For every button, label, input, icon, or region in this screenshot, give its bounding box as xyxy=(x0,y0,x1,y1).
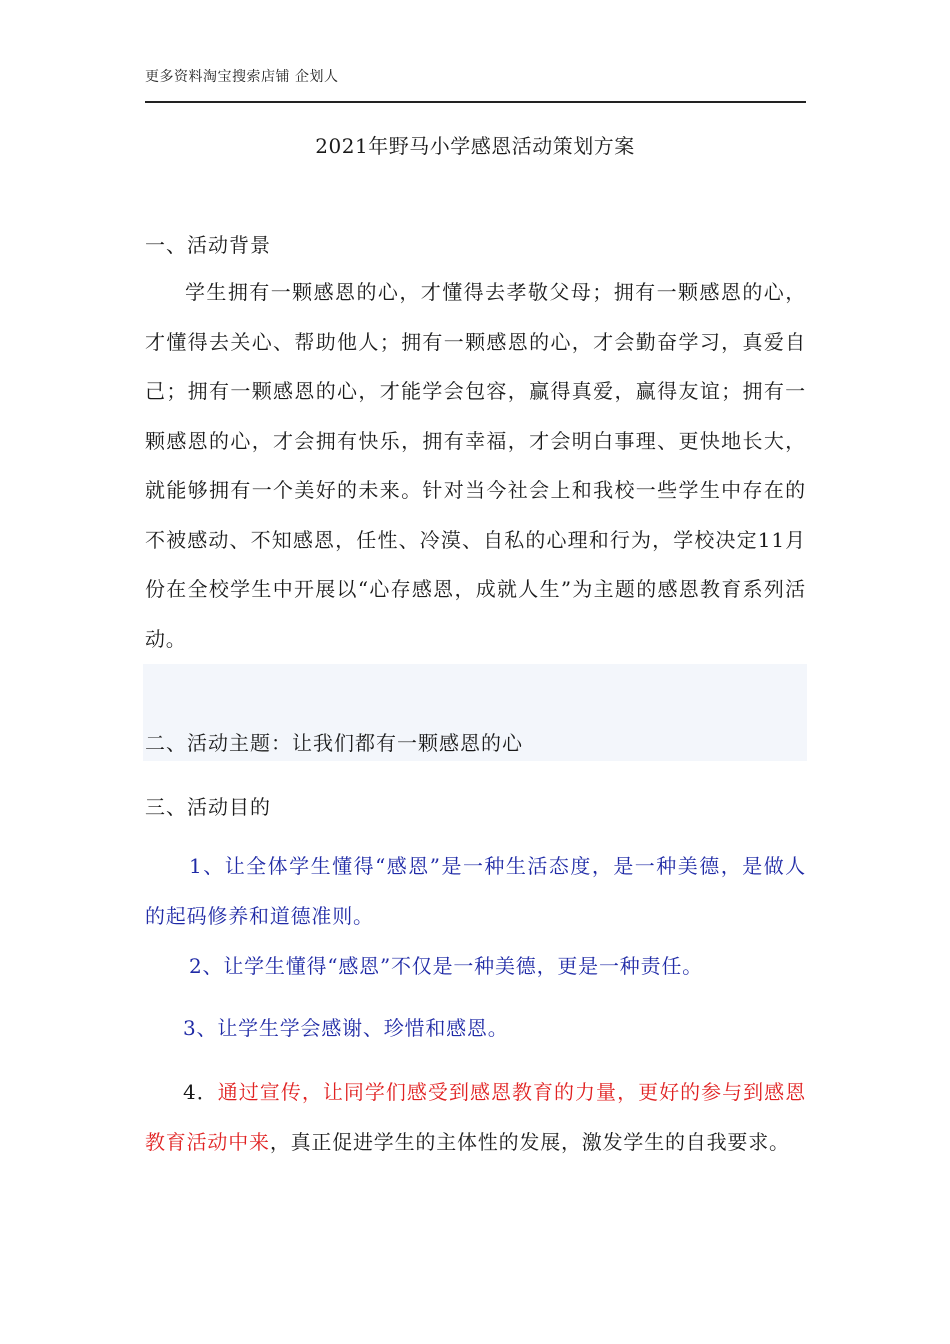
header-divider xyxy=(145,101,806,103)
goal-item-4-number: 4． xyxy=(183,1080,218,1104)
section-heading-theme: 二、活动主题：让我们都有一颗感恩的心 xyxy=(145,731,523,755)
header-text: 更多资料淘宝搜索店铺 企划人 xyxy=(145,69,339,85)
goal-item-4-rest: ，真正促进学生的主体性的发展，激发学生的自我要求。 xyxy=(269,1129,790,1154)
goal-item-1: 1、让全体学生懂得“感恩”是一种生活态度，是一种美德，是做人的起码修养和道德准则。 xyxy=(145,854,806,928)
background-paragraph: 学生拥有一颗感恩的心，才懂得去孝敬父母；拥有一颗感恩的心，才懂得去关心、帮助他人；拥有一颗感恩的心，才会勤奋学习，真爱自己；拥有一颗感恩的心，才能学会包容，赢得真爱，赢得友谊；拥有一颗感恩的心，才会拥有快乐，拥有幸福，才会明白事理、更快地长大，就能够拥有一个美好的未来。针对当今社会上和我校一些学生中存在的不被感动、不知感恩，任性、冷漠、自私的心理和行为，学校决定11月份在全校学生中开展以“心存感恩，成就人生”为主题的感恩教育系列活动。 xyxy=(145,280,806,651)
document-title: 2021年野马小学感恩活动策划方案 xyxy=(315,134,635,158)
goal-item-2: 2、让学生懂得“感恩”不仅是一种美德，更是一种责任。 xyxy=(189,954,703,978)
goal-item-4-highlight: 通过宣传，让同学们感受到感恩教育的力量，更好的参与到感恩教育活动中来 xyxy=(145,1080,806,1154)
goal-item-4 xyxy=(145,1068,806,1167)
goal-item-3: 3、让学生学会感谢、珍惜和感恩。 xyxy=(183,1016,509,1040)
section-heading-goals: 三、活动目的 xyxy=(145,795,271,819)
section-heading-background: 一、活动背景 xyxy=(145,233,271,257)
